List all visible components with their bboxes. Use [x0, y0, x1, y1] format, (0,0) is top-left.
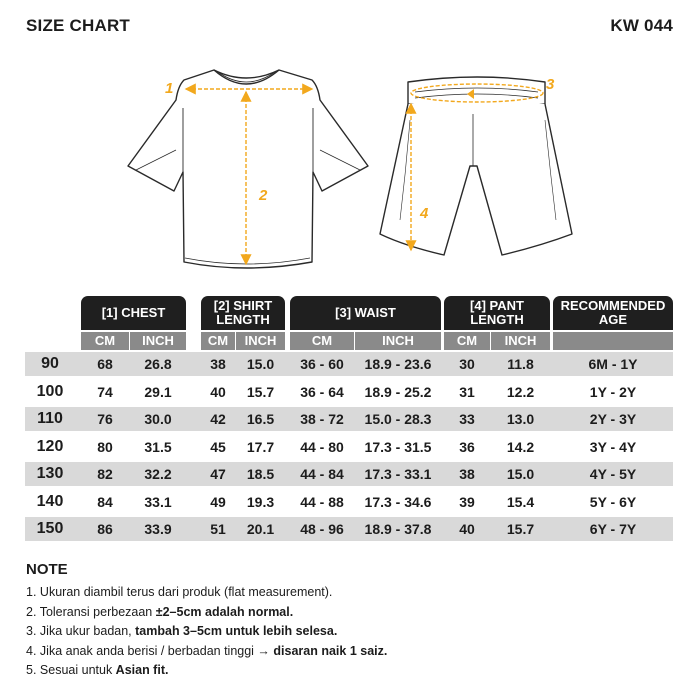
garment-illustration — [0, 0, 700, 290]
note-item — [26, 642, 387, 662]
table-cell: 80 — [97, 438, 113, 455]
table-row — [25, 435, 673, 459]
size-label: 130 — [36, 465, 64, 482]
table-cell: 3Y - 4Y — [589, 438, 637, 455]
table-cell: 13.0 — [506, 411, 535, 427]
note-emphasis: disaran naik 1 saiz. — [273, 643, 388, 658]
table-cell: 48 - 96 — [300, 521, 344, 537]
table-row — [25, 352, 673, 376]
table-cell: 38 — [210, 356, 226, 372]
table-cell: 15.7 — [506, 521, 535, 537]
table-cell: 16.5 — [246, 411, 275, 427]
table-cell: 45 — [210, 438, 226, 455]
table-cell: 1Y - 2Y — [589, 383, 637, 400]
size-label: 100 — [36, 382, 64, 400]
note-title: NOTE — [26, 561, 68, 578]
table-cell: 38 — [459, 466, 475, 482]
size-label: 110 — [37, 410, 63, 427]
table-cell: 15.0 — [246, 356, 275, 372]
header-shirt-length: [2] SHIRT LENGTH — [201, 296, 285, 330]
product-code: KW 044 — [610, 16, 673, 35]
table-cell: 74 — [97, 383, 113, 400]
table-cell: 30.0 — [144, 411, 172, 427]
marker-2: 2 — [259, 187, 268, 204]
size-label: 120 — [36, 437, 64, 455]
table-cell: 18.9 - 23.6 — [364, 356, 432, 372]
note-text: Ukuran diambil terus dari produk (flat measurement). — [39, 585, 333, 599]
table-cell: 14.2 — [506, 438, 535, 455]
table-cell: 26.8 — [144, 356, 172, 372]
note-emphasis: Asian fit. — [115, 663, 169, 678]
table-cell: 6Y - 7Y — [589, 521, 637, 537]
table-cell: 82 — [97, 466, 113, 482]
note-item — [26, 622, 387, 642]
note-item — [26, 661, 387, 681]
marker-3: 3 — [546, 76, 555, 93]
table-cell: 15.0 - 28.3 — [364, 411, 432, 427]
size-label: 150 — [36, 520, 64, 537]
note-number: 2. — [26, 604, 37, 619]
note-emphasis: ±2–5cm adalah normal. — [155, 604, 294, 619]
note-item — [26, 583, 387, 603]
header-pant-length: [4] PANT LENGTH — [444, 296, 550, 330]
table-cell: 36 - 64 — [300, 383, 344, 400]
table-cell: 33.1 — [144, 493, 172, 510]
table-cell: 11.8 — [507, 356, 534, 372]
table-cell: 5Y - 6Y — [589, 493, 637, 510]
size-label: 140 — [36, 492, 64, 510]
table-cell: 31.5 — [144, 438, 172, 455]
subheader-inch: INCH — [491, 332, 550, 350]
table-cell: 29.1 — [144, 383, 172, 400]
note-number: 5. — [26, 663, 37, 678]
table-cell: 33 — [459, 411, 475, 427]
note-text: Jika ukur badan, — [39, 624, 136, 639]
table-cell: 86 — [97, 521, 113, 537]
table-row — [25, 380, 673, 404]
subheader-cm: CM — [290, 332, 354, 350]
note-emphasis: tambah 3–5cm untuk lebih selesa. — [135, 624, 338, 639]
table-cell: 51 — [210, 521, 226, 537]
table-cell: 17.3 - 31.5 — [364, 438, 432, 455]
note-text: Toleransi perbezaan — [39, 604, 156, 619]
note-number: 4. — [26, 643, 37, 658]
table-cell: 17.7 — [246, 438, 275, 455]
table-cell: 40 — [210, 383, 226, 400]
table-cell: 32.2 — [144, 466, 172, 482]
table-cell: 39 — [459, 493, 475, 510]
subheader-age — [553, 332, 673, 350]
table-cell: 31 — [459, 383, 475, 400]
subheader-cm: CM — [444, 332, 490, 350]
subheader-cm: CM — [201, 332, 235, 350]
table-cell: 47 — [210, 466, 226, 482]
table-cell: 33.9 — [144, 521, 172, 537]
table-cell: 40 — [459, 521, 475, 537]
table-row — [25, 517, 673, 541]
table-cell: 42 — [210, 411, 226, 427]
table-cell: 17.3 - 34.6 — [364, 493, 432, 510]
table-cell: 84 — [97, 493, 113, 510]
table-cell: 6M - 1Y — [588, 356, 638, 372]
subheader-inch: INCH — [355, 332, 441, 350]
table-cell: 17.3 - 33.1 — [364, 466, 432, 482]
header-recommended-age: RECOMMENDED AGE — [553, 296, 673, 330]
note-text: Sesuai untuk — [39, 663, 116, 678]
tshirt-drawing — [128, 70, 368, 268]
table-cell: 44 - 88 — [300, 493, 344, 510]
table-cell: 68 — [97, 356, 113, 372]
table-row — [25, 462, 673, 486]
table-row — [25, 407, 673, 431]
table-cell: 36 — [459, 438, 475, 455]
table-cell: 49 — [210, 493, 226, 510]
size-label: 90 — [41, 355, 59, 372]
header-waist: [3] WAIST — [290, 296, 441, 330]
note-item — [26, 603, 387, 623]
subheader-inch: INCH — [236, 332, 285, 350]
table-cell: 76 — [97, 411, 113, 427]
shorts-drawing — [380, 77, 572, 255]
table-cell: 18.9 - 37.8 — [364, 521, 432, 537]
note-text: Jika anak anda berisi / berbadan tinggi → — [39, 643, 274, 658]
table-cell: 4Y - 5Y — [589, 466, 637, 482]
table-cell: 20.1 — [246, 521, 275, 537]
header-chest: [1] CHEST — [81, 296, 186, 330]
subheader-inch: INCH — [130, 332, 186, 350]
table-cell: 18.9 - 25.2 — [364, 383, 432, 400]
table-cell: 15.4 — [506, 493, 535, 510]
table-cell: 15.7 — [246, 383, 275, 400]
table-cell: 18.5 — [246, 466, 275, 482]
table-cell: 36 - 60 — [300, 356, 344, 372]
page-title: SIZE CHART — [26, 16, 130, 35]
note-number: 1. — [26, 585, 37, 599]
table-cell: 2Y - 3Y — [589, 411, 637, 427]
marker-1: 1 — [165, 80, 174, 97]
table-cell: 38 - 72 — [300, 411, 344, 427]
table-cell: 44 - 80 — [300, 438, 344, 455]
notes-list — [26, 583, 387, 681]
table-cell: 44 - 84 — [300, 466, 344, 482]
table-row — [25, 490, 673, 514]
note-number: 3. — [26, 624, 37, 639]
subheader-cm: CM — [81, 332, 129, 350]
table-cell: 30 — [459, 356, 475, 372]
table-cell: 12.2 — [506, 383, 535, 400]
table-cell: 19.3 — [246, 493, 275, 510]
marker-4: 4 — [420, 205, 429, 222]
table-cell: 15.0 — [506, 466, 535, 482]
